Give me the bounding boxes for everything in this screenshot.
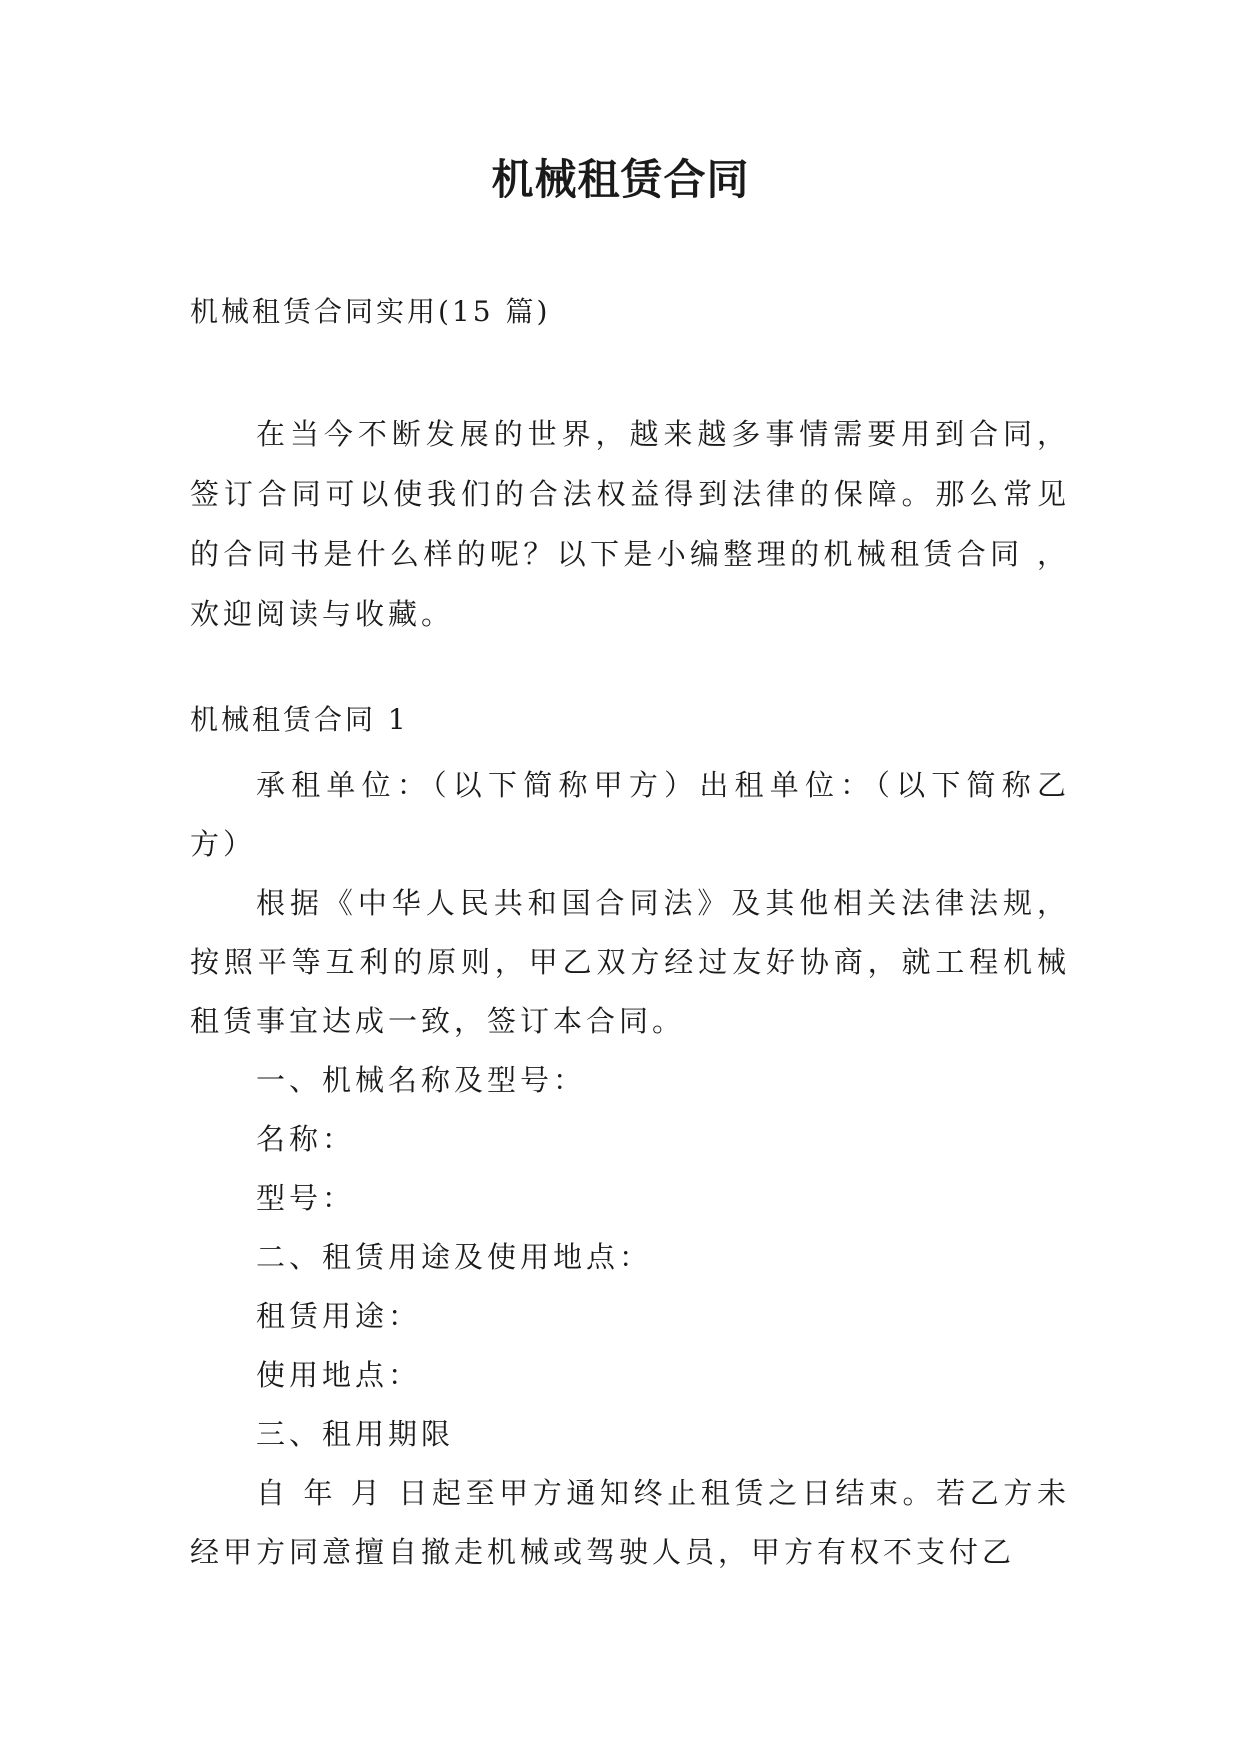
paragraph-parties: 承租单位：（以下简称甲方）出租单位：（以下简称乙方）	[190, 768, 1070, 861]
clause-2-location: 使用地点：	[256, 1358, 422, 1392]
contract-body	[190, 756, 1070, 1582]
clause-1-heading: 一、机械名称及型号：	[256, 1063, 587, 1097]
clause-3-text: 自 年 月 日起至甲方通知终止租赁之日结束。若乙方未经甲方同意擅自撤走机械或驾驶人员，甲方有权不支付乙	[190, 1476, 1070, 1569]
document-subtitle: 机械租赁合同实用(15 篇)	[190, 295, 551, 328]
intro-paragraph: 在当今不断发展的世界，越来越多事情需要用到合同，签订合同可以使我们的合法权益得到法律的保障。那么常见的合同书是什么样的呢？以下是小编整理的机械租赁合同 ，欢迎阅读与收藏。	[190, 417, 1070, 631]
clause-1-model: 型号：	[256, 1181, 356, 1215]
document-title: 机械租赁合同	[491, 155, 750, 204]
paragraph-basis: 根据《中华人民共和国合同法》及其他相关法律法规，按照平等互利的原则，甲乙双方经过友好协商，就工程机械租赁事宜达成一致，签订本合同。	[190, 886, 1070, 1038]
clause-1-name: 名称：	[256, 1122, 356, 1156]
clause-2-heading: 二、租赁用途及使用地点：	[256, 1240, 653, 1274]
section-heading: 机械租赁合同 1	[190, 703, 409, 736]
clause-3-heading: 三、租用期限	[256, 1417, 455, 1451]
clause-2-purpose: 租赁用途：	[256, 1299, 422, 1333]
